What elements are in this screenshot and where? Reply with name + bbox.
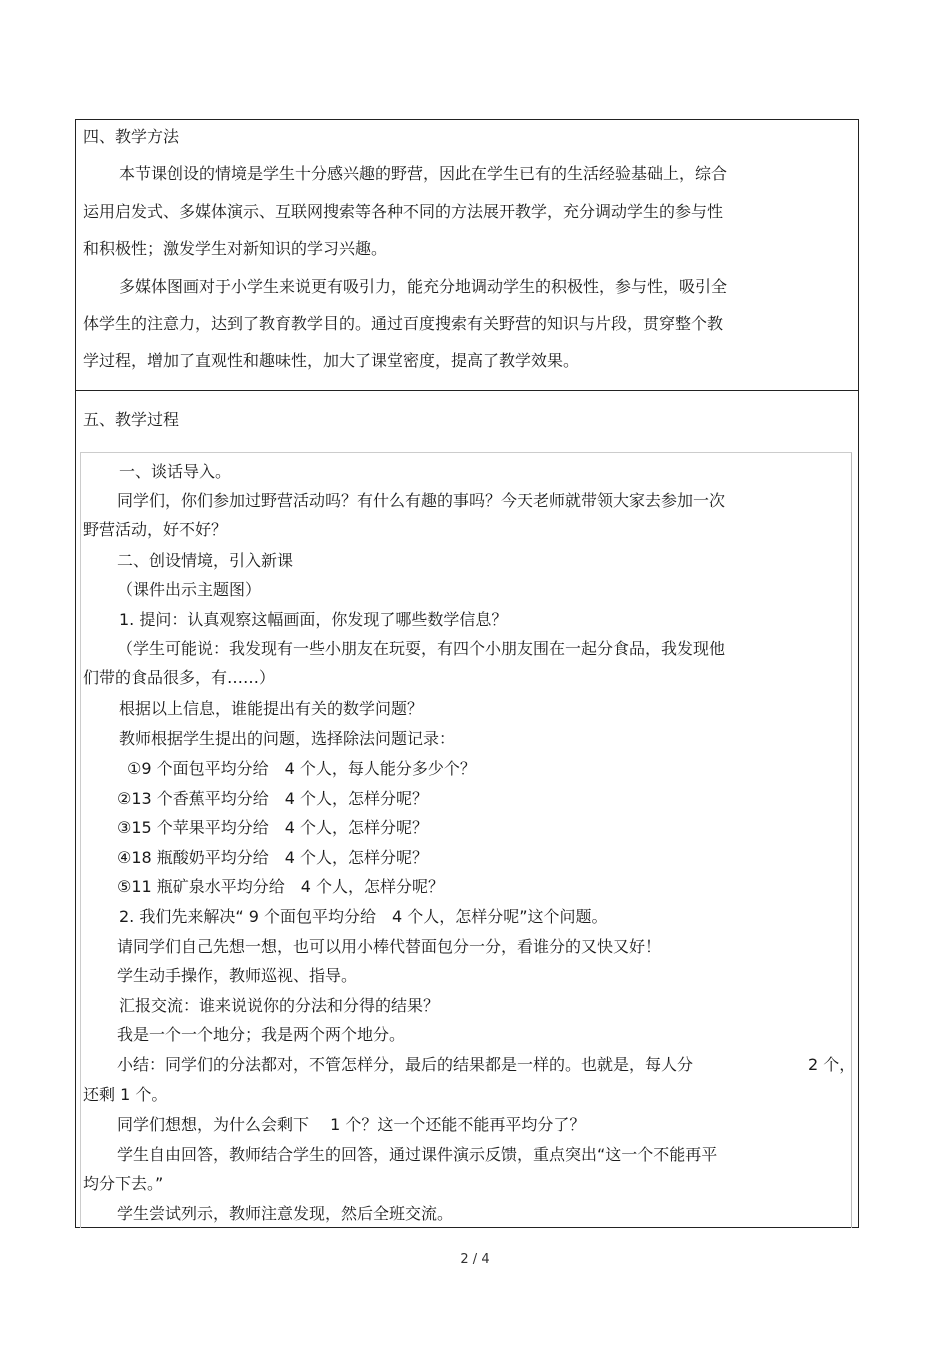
row-divider — [75, 390, 859, 391]
list-item: ②13 个香蕉平均分给 4 个人，怎样分呢？ — [117, 789, 429, 808]
paragraph-line: 我是一个一个地分；我是两个两个地分。 — [117, 1025, 406, 1044]
paragraph-line: 一、谈话导入。 — [119, 462, 232, 481]
paragraph-line: 体学生的注意力，达到了教育教学目的。通过百度搜索有关野营的知识与片段，贯穿整个教 — [83, 314, 724, 333]
paragraph-line: 均分下去。” — [83, 1174, 164, 1193]
list-item: ⑤11 瓶矿泉水平均分给 4 个人，怎样分呢？ — [117, 877, 445, 896]
paragraph-line: 请同学们自己先想一想，也可以用小棒代替面包分一分，看谁分的又快又好！ — [117, 937, 662, 956]
paragraph-line: 二、创设情境，引入新课 — [117, 551, 294, 570]
paragraph-line: 同学们想想，为什么会剩下 1 个？这一个还能不能再平均分了？ — [117, 1115, 586, 1134]
section-heading: 四、教学方法 — [83, 127, 180, 146]
page-number: 2 / 4 — [460, 1252, 490, 1267]
paragraph-line: 学过程，增加了直观性和趣味性，加大了课堂密度，提高了教学效果。 — [83, 351, 580, 370]
paragraph-line: 2. 我们先来解决“ 9 个面包平均分给 4 个人，怎样分呢”这个问题。 — [119, 907, 608, 926]
paragraph-line: 运用启发式、多媒体演示、互联网搜索等各种不同的方法展开教学，充分调动学生的参与性 — [83, 202, 724, 221]
paragraph-line: 们带的食品很多，有……） — [83, 668, 276, 687]
paragraph-line: 和积极性；激发学生对新知识的学习兴趣。 — [83, 239, 388, 258]
list-item: ③15 个苹果平均分给 4 个人，怎样分呢？ — [117, 818, 429, 837]
paragraph-line: 野营活动，好不好？ — [83, 520, 228, 539]
paragraph-line: （学生可能说：我发现有一些小朋友在玩耍，有四个小朋友围在一起分食品，我发现他 — [117, 639, 726, 658]
list-item: ④18 瓶酸奶平均分给 4 个人，怎样分呢？ — [117, 848, 429, 867]
paragraph-line: 多媒体图画对于小学生来说更有吸引力，能充分地调动学生的积极性，参与性，吸引全 — [119, 277, 728, 296]
section-heading: 五、教学过程 — [83, 410, 180, 429]
paragraph-line: 小结：同学们的分法都对，不管怎样分，最后的结果都是一样的。也就是，每人分 — [117, 1055, 694, 1074]
paragraph-line: 根据以上信息，谁能提出有关的数学问题？ — [119, 699, 424, 718]
paragraph-line: 汇报交流：谁来说说你的分法和分得的结果？ — [119, 996, 440, 1015]
paragraph-line: 学生尝试列示，教师注意发现，然后全班交流。 — [117, 1204, 454, 1223]
paragraph-line: 学生自由回答，教师结合学生的回答，通过课件演示反馈，重点突出“这一个不能再平 — [117, 1145, 718, 1164]
list-item: ①9 个面包平均分给 4 个人，每人能分多少个？ — [127, 759, 476, 778]
paragraph-line: （课件出示主题图） — [117, 580, 262, 599]
paragraph-line: 教师根据学生提出的问题，选择除法问题记录： — [119, 729, 456, 748]
paragraph-line: 学生动手操作，教师巡视、指导。 — [117, 966, 358, 985]
paragraph-line: 还剩 1 个。 — [83, 1085, 168, 1104]
paragraph-line: 1. 提问：认真观察这幅画面，你发现了哪些数学信息？ — [119, 610, 508, 629]
paragraph-line: 本节课创设的情境是学生十分感兴趣的野营，因此在学生已有的生活经验基础上，综合 — [119, 164, 728, 183]
paragraph-line: 2 个， — [808, 1055, 856, 1074]
paragraph-line: 同学们，你们参加过野营活动吗？有什么有趣的事吗？今天老师就带领大家去参加一次 — [117, 491, 726, 510]
